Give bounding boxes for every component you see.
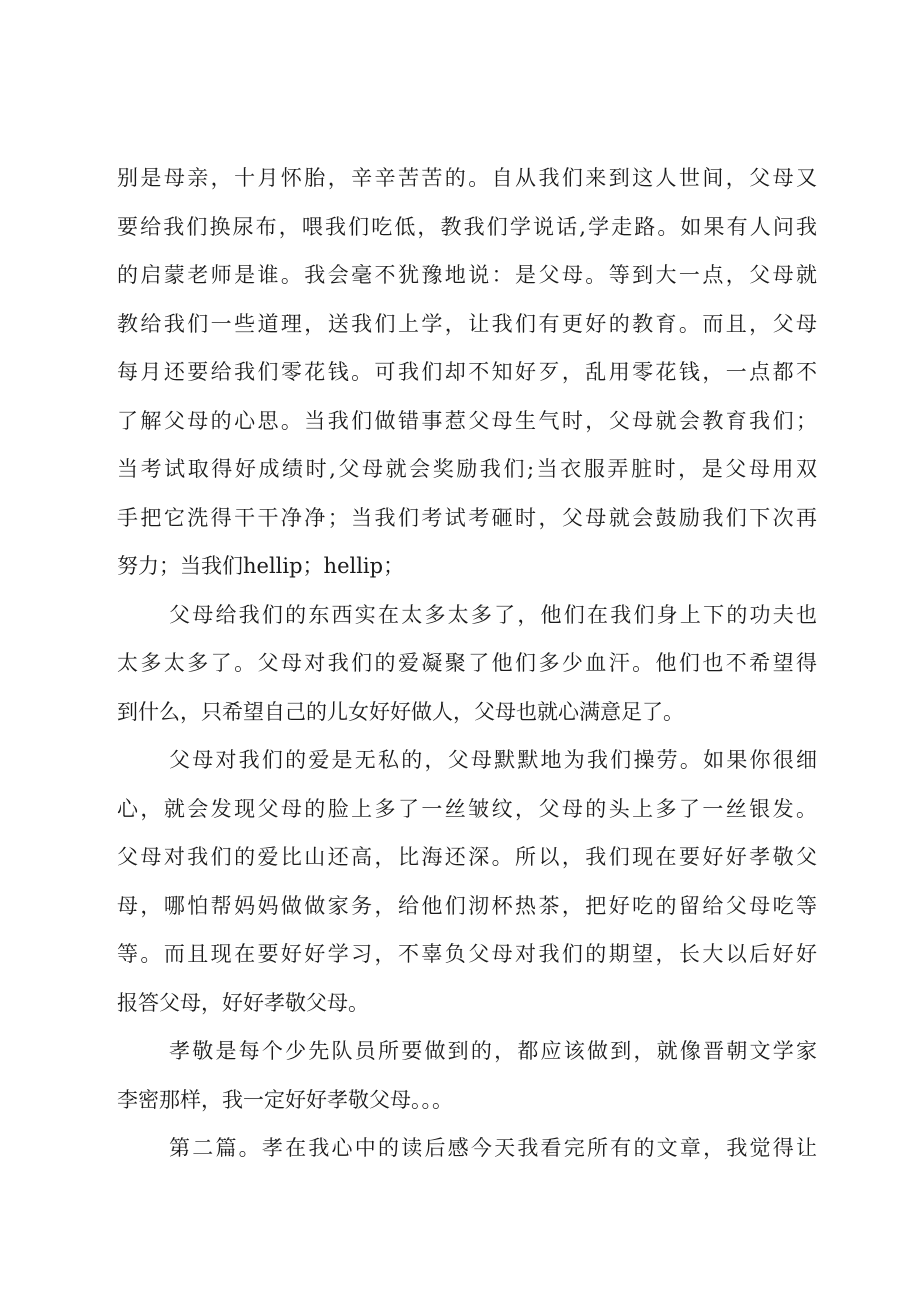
text-line-10: 父母给我们的东西实在太多太多了，他们在我们身上下的功夫也 [169, 602, 817, 627]
text-line-8: 手把它洗得干干净净；当我们考试考砸时，父母就会鼓励我们下次再 [117, 505, 817, 530]
text-line-18: 报答父母，好好孝敬父母。 [117, 990, 369, 1015]
text-line-1: 别是母亲，十月怀胎，辛辛苦苦的。自从我们来到这人世间，父母又 [117, 166, 817, 190]
text-line-16: 母，哪怕帮妈妈做做家务，给他们沏杯热茶，把好吃的留给父母吃等 [117, 893, 817, 918]
text-line-13: 父母对我们的爱是无私的，父母默默地为我们操劳。如果你很细 [169, 748, 817, 772]
text-line-5: 每月还要给我们零花钱。可我们却不知好歹，乱用零花钱，一点都不 [117, 360, 817, 384]
text-line-6: 了解父母的心思。当我们做错事惹父母生气时，父母就会教育我们； [117, 408, 817, 433]
text-line-9: 努力；当我们hellip；hellip； [117, 554, 405, 578]
text-line-21: 第二篇。孝在我心中的读后感今天我看完所有的文章，我觉得让 [169, 1136, 817, 1160]
body-text [117, 154, 817, 1173]
text-line-4: 教给我们一些道理，送我们上学，让我们有更好的教育。而且，父母 [117, 311, 817, 336]
text-line-20: 李密那样，我一定好好孝敬父母。。。 [117, 1087, 453, 1112]
text-line-11: 太多太多了。父母对我们的爱凝聚了他们多少血汗。他们也不希望得 [117, 651, 817, 675]
text-line-7: 当考试取得好成绩时,父母就会奖励我们;当衣服弄脏时，是父母用双 [117, 457, 817, 481]
text-line-17: 等。而且现在要好好学习，不辜负父母对我们的期望，长大以后好好 [117, 942, 817, 966]
text-line-12: 到什么，只希望自己的儿女好好做人，父母也就心满意足了。 [117, 699, 684, 724]
text-line-19: 孝敬是每个少先队员所要做到的，都应该做到，就像晋朝文学家 [169, 1039, 817, 1063]
text-line-15: 父母对我们的爱比山还高，比海还深。所以，我们现在要好好孝敬父 [117, 845, 817, 869]
text-line-3: 的启蒙老师是谁。我会毫不犹豫地说：是父母。等到大一点，父母就 [117, 263, 817, 287]
text-line-14: 心，就会发现父母的脸上多了一丝皱纹，父母的头上多了一丝银发。 [117, 796, 817, 821]
text-line-2: 要给我们换尿布，喂我们吃低，教我们学说话,学走路。如果有人问我 [117, 214, 817, 239]
